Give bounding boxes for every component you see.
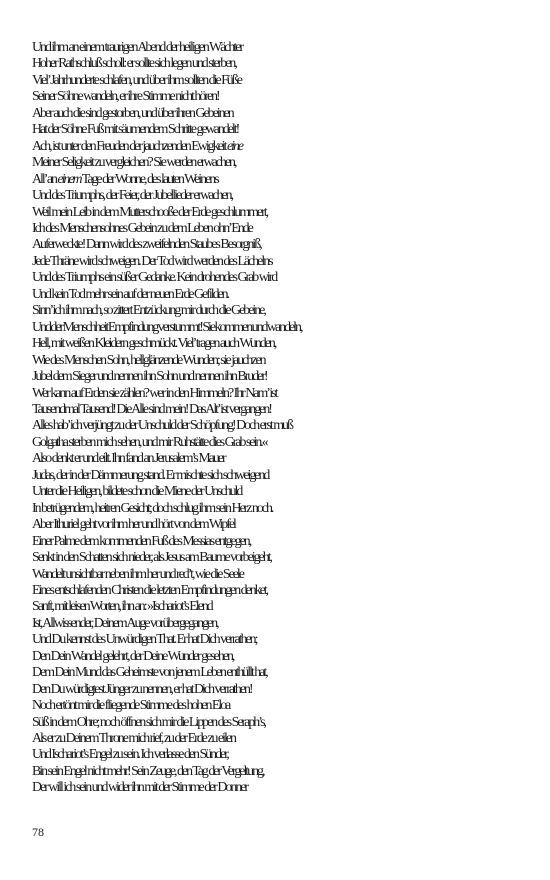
verse-line-text: Den Dein Wandel gelehrt, der Deine Wunder gesehen, (32, 648, 234, 664)
verse-line-emphasis: einem (57, 171, 81, 187)
verse-line (32, 501, 532, 517)
verse-line (32, 632, 532, 648)
verse-line-text: Also denkt er und eilt. Ihn fand an Jerusalem’s Mauer (32, 451, 225, 467)
verse-line (32, 336, 532, 352)
verse-line (32, 303, 532, 319)
verse-line (32, 369, 532, 385)
verse-line (32, 56, 532, 72)
verse-line-text: Golgatha sterben mich sehen, und mir Ruhstätte dies Grab sein.« (32, 434, 267, 450)
verse-line (32, 40, 532, 56)
verse-line-text: Ist, Allwissender, Deinem Auge vorübergegangen, (32, 615, 218, 631)
verse-line-text: Jubel dem Sieger und nennen ihn Sohn und nennen ihn Bruder! (32, 369, 267, 385)
verse-line-text: Und kein Tod mehr sein auf der neuen Erde Gefilden. (32, 286, 229, 302)
verse-line-emphasis: eine (226, 138, 243, 154)
verse-line (32, 287, 532, 303)
verse-line-text: Und des Triumphs, der Feier, der Jubellieder erwachen, (32, 188, 233, 204)
verse-line (32, 89, 532, 105)
verse-line (32, 616, 532, 632)
verse-line-text: Hoher Rathschluß scholl: er sollte sich legen und sterben, (32, 56, 236, 72)
verse-line (32, 106, 532, 122)
verse-line-text: Weil mein Leib in dem Mutterschooße der Erde geschlummert, (32, 204, 268, 220)
verse-line (32, 599, 532, 615)
verse-line-text: Und der Menschheit Empfindung verstummt! Sie kommen und wandeln, (32, 319, 302, 335)
verse-line (32, 567, 532, 583)
verse-line-text: Der will ich sein und wider ihn mit der Stimme der Donner (32, 780, 248, 796)
verse-line (32, 73, 532, 89)
verse-line-text: Bin sein Engel nicht mehr! Sein Zeuge, den Tag der Vergeltung, (32, 763, 264, 779)
verse-line (32, 155, 532, 171)
verse-line (32, 550, 532, 566)
verse-line-text: Sanft, mit leisen Worten, ihn an: »Ischariot’s Elend (32, 599, 212, 615)
verse-line (32, 451, 532, 467)
verse-line (32, 517, 532, 533)
verse-line-text: Wie des Menschen Sohn, hellglänzende Wunden; sie jauchzen (32, 352, 265, 368)
verse-line (32, 468, 532, 484)
verse-line-text: Judas, der in der Dämmerung stand. Er mischte sich schweigend (32, 467, 269, 483)
verse-line-text: Und Du kennst des Unwürdigen That. Er hat Dich verrathen; (32, 632, 257, 648)
verse-line-text: Einer Palme dem kommenden Fuß des Messias entgegen, (32, 533, 251, 549)
verse-line (32, 418, 532, 434)
verse-line (32, 649, 532, 665)
verse-line (32, 353, 532, 369)
verse-line (32, 534, 532, 550)
verse-line (32, 386, 532, 402)
page-number: 78 (32, 825, 44, 839)
verse-line-text: Seiner Söhne wandeln, er ihre Stimme nicht hören! (32, 89, 219, 105)
verse-line (32, 484, 532, 500)
verse-line (32, 665, 532, 681)
verse-line (32, 402, 532, 418)
verse-line-text: Dem Dein Mund das Geheimste von jenem Leben enthüllt hat, (32, 665, 267, 681)
verse-line-text: Den Du würdigtest Jünger zu nennen, er hat Dich verrathen! (32, 681, 252, 697)
verse-line (32, 583, 532, 599)
verse-line (32, 254, 532, 270)
verse-line-text: Senkt in den Schatten sich nieder, als Jesus am Baume vorbeigeht, (32, 550, 272, 566)
verse-line (32, 435, 532, 451)
verse-line (32, 221, 532, 237)
verse-line-text: Noch ertönt mir die fliegende Stimme des hohen Eloa (32, 698, 230, 714)
verse-line-text: Aber Ithuriel geht vor ihm her und hört von dem Wipfel (32, 517, 235, 533)
verse-line (32, 172, 532, 188)
verse-line-text: Jede Thräne wird schweigen. Der Tod wird werden des Lächelns (32, 253, 272, 269)
verse-line-text: Sinn’ ich ihm nach, so zittert Entzückung mir durch die Gebeine, (32, 303, 265, 319)
verse-line-text: Eines entschlafenden Christen die letzten Empfindungen denket, (32, 582, 268, 598)
verse-line (32, 237, 532, 253)
verse-line (32, 320, 532, 336)
verse-line-text: Unter die Heiligen, bildete schon die Miene der Unschuld (32, 484, 242, 500)
verse-line-text: Und ihm an einem traurigen Abend der heiligen Wächter (32, 40, 243, 55)
verse-line (32, 747, 532, 763)
verse-line-text: Ach, ist unter den Freuden der jauchzenden Ewigkeit (32, 138, 227, 154)
verse-line (32, 780, 532, 796)
verse-line (32, 122, 532, 138)
verse-line-text: All’ an (32, 171, 58, 187)
verse-line-text: Auferweckte! Dann wird des zweifelnden Staubes Besorgniß, (32, 237, 261, 253)
verse-line-text: Hat der Söhne Fuß mit säumendem Schritte gewandelt! (32, 122, 239, 138)
verse-line (32, 764, 532, 780)
verse-line-text: Und Ischariot’s Engel zu sein. Ich verlasse den Sünder, (32, 747, 228, 763)
verse-line-text: Wer kann auf Erden sie zählen? wer in den Himmeln? Ihr Nam’ ist (32, 385, 277, 401)
verse-line-text-after: Tage der Wonne, des lauten Weinens (80, 171, 218, 187)
verse-line-text: Viel’ Jahrhunderte schlafen, und über ihm sollten die Füße (32, 72, 241, 88)
verse-line (32, 205, 532, 221)
verse-line-text: In betrügendem, heitren Gesicht; doch schlug ihm sein Herz noch. (32, 500, 273, 516)
verse-line-text: Meiner Seligkeit zu vergleichen? Sie werden erwachen, (32, 155, 236, 171)
verse-line-text: Alles hab’ ich verjüngt zu der Unschuld der Schöpfung! Doch erst muß (32, 418, 292, 434)
verse-text-block (32, 40, 532, 797)
verse-line-text: Wandelt unsichtbar neben ihm her und red’t, wie die Seele (32, 566, 243, 582)
verse-line (32, 139, 532, 155)
verse-line-text: Tausendmal Tausend! Die Alle sind mein! Das Alt’ ist vergangen! (32, 401, 271, 417)
verse-line (32, 188, 532, 204)
verse-line (32, 270, 532, 286)
verse-line-text: Süß in dem Ohre; noch öffnen sich mir die Lippen des Seraph’s, (32, 714, 265, 730)
verse-line (32, 715, 532, 731)
verse-line-text: Aber auch die sind gestorben, und über ihren Gebeinen (32, 105, 233, 121)
verse-line (32, 731, 532, 747)
verse-line-text: Hell, mit weißen Kleidern geschmückt. Viel’ tragen auch Wunden, (32, 336, 276, 352)
verse-line-text: Ich des Menschensohnes Gebein zu dem Leben ohn’ Ende (32, 220, 252, 236)
verse-line (32, 682, 532, 698)
verse-line (32, 698, 532, 714)
verse-line-text: Und des Triumphs ein süßer Gedanke. Kein drohendes Grab wird (32, 270, 277, 286)
verse-line-text: Als er zu Deinem Throne mich rief, zu der Erde zu eilen (32, 731, 235, 747)
